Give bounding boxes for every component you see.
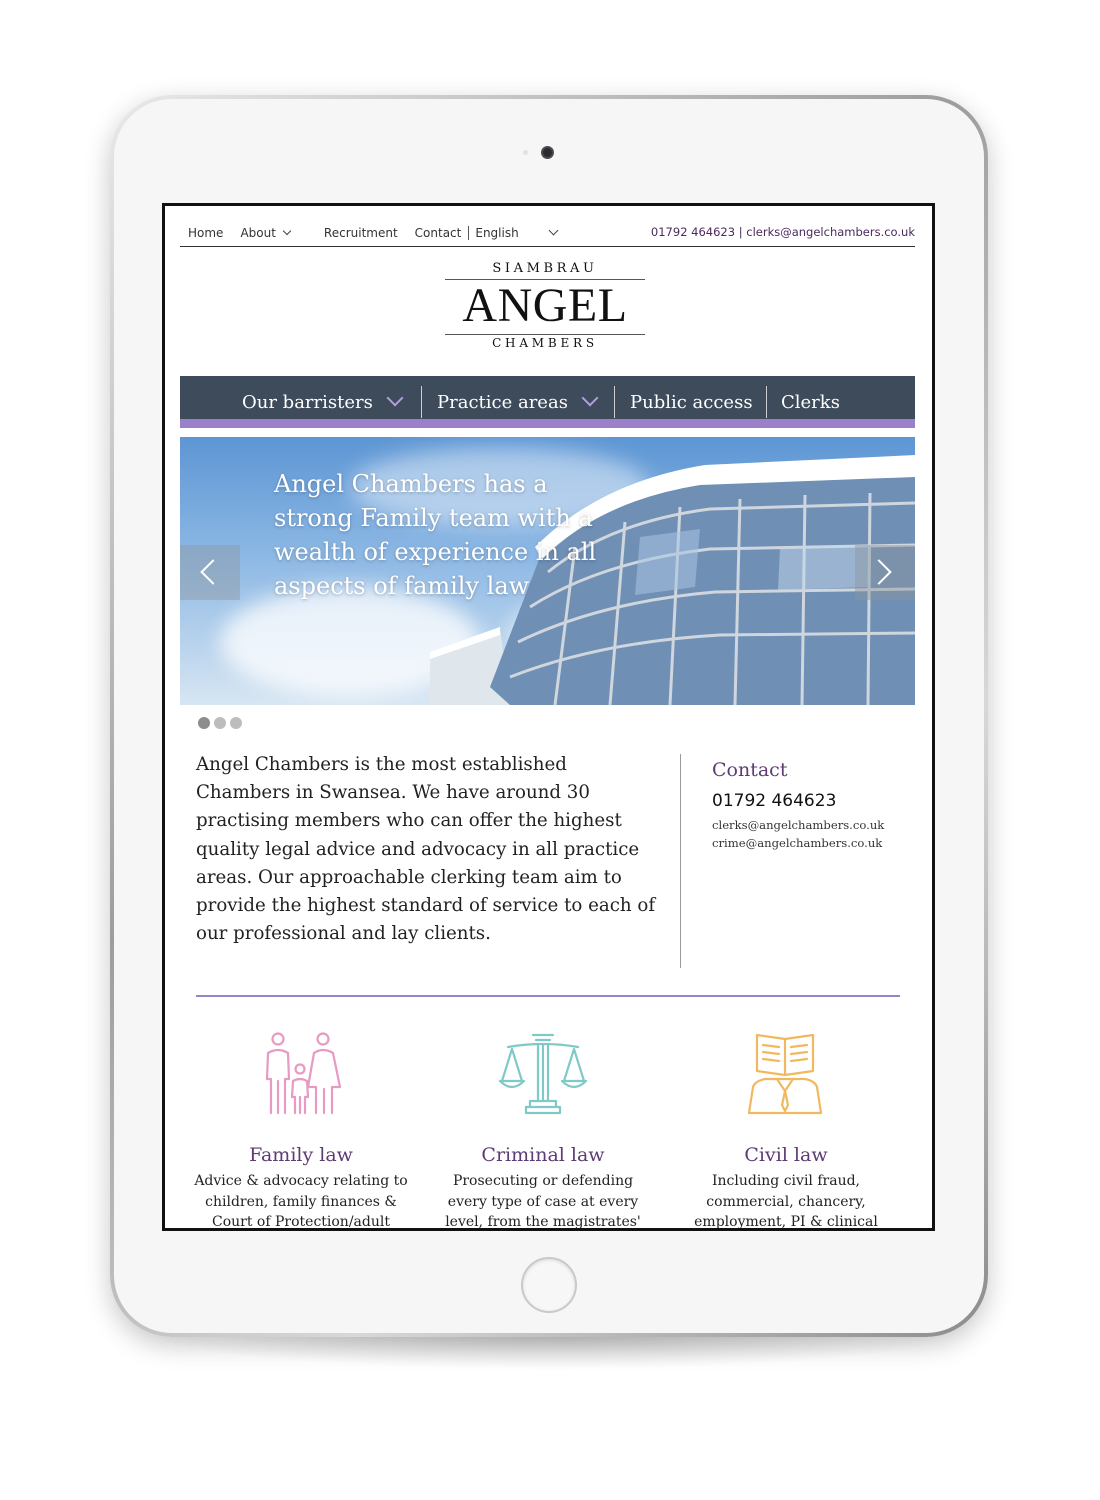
main-nav	[180, 376, 915, 428]
family-icon	[256, 1031, 346, 1116]
nav-divider	[766, 386, 767, 418]
slider-dots	[198, 717, 246, 729]
practice-area-description: Prosecuting or defending every type of case at every level, from the magistrates'	[445, 1173, 641, 1230]
practice-area-criminal[interactable]	[433, 1031, 653, 1231]
nav-divider	[421, 386, 422, 418]
slider-dot-3[interactable]	[230, 717, 242, 729]
tablet-screen	[162, 203, 935, 1231]
top-link-home[interactable]: Home	[188, 226, 224, 240]
language-separator	[468, 226, 469, 240]
intro-text: Angel Chambers is the most established Chambers in Swansea. We have around 30 practising members who can offer the highest quality legal advice and advocacy in all practice areas. Our approachable clerking team aim to provide the highest standard of service to each of our professional and lay clients.	[196, 754, 656, 945]
logo-siambrau: SIAMBRAU	[492, 261, 598, 276]
chevron-down-icon	[548, 226, 558, 236]
nav-our-barristers-label: Our barristers	[242, 391, 373, 413]
contact-email-crime[interactable]: crime@angelchambers.co.uk	[712, 836, 883, 850]
tablet-camera	[541, 146, 554, 159]
nav-practice-areas[interactable]	[437, 376, 596, 428]
practice-area-title: Civil law	[744, 1144, 828, 1166]
top-contact-separator: |	[738, 225, 743, 239]
contact-email-clerks[interactable]: clerks@angelchambers.co.uk	[712, 818, 885, 832]
building-reflection	[635, 529, 700, 595]
practice-area-description: Advice & advocacy relating to children, family finances & Court of Protection/adult	[194, 1173, 408, 1230]
column-divider	[680, 754, 681, 968]
practice-area-description: Including civil fraud, commercial, chancery, employment, PI & clinical	[694, 1173, 878, 1230]
practice-area-civil[interactable]	[676, 1031, 896, 1231]
chevron-down-icon	[581, 390, 598, 407]
nav-clerks[interactable]: Clerks	[781, 391, 840, 413]
nav-practice-areas-label: Practice areas	[437, 391, 568, 413]
top-links	[188, 226, 574, 240]
contact-box	[712, 756, 917, 852]
nav-divider	[614, 386, 615, 418]
language-select[interactable]	[475, 226, 573, 240]
chevron-down-icon	[386, 390, 403, 407]
top-phone-link[interactable]: 01792 464623	[650, 225, 736, 239]
chevron-left-icon	[200, 559, 225, 584]
chevron-down-icon	[283, 227, 291, 235]
logo-chambers: CHAMBERS	[492, 336, 598, 350]
slider-prev-button[interactable]	[180, 545, 240, 600]
nav-our-barristers[interactable]	[242, 376, 401, 428]
contact-title: Contact	[712, 759, 788, 781]
scales-icon	[498, 1031, 588, 1116]
slider-dot-2[interactable]	[214, 717, 226, 729]
slider-next-button[interactable]	[855, 545, 915, 600]
practice-area-family[interactable]	[191, 1031, 411, 1231]
tablet-home-button[interactable]	[521, 1257, 577, 1313]
hero-slider	[180, 437, 915, 705]
nav-public-access[interactable]: Public access	[630, 391, 753, 413]
language-label: English	[475, 226, 519, 240]
top-contact	[651, 225, 915, 239]
top-link-about-label: About	[240, 226, 276, 240]
hero-caption: Angel Chambers has a strong Family team with a wealth of experience in all aspects of family law	[274, 470, 597, 600]
practice-area-title: Family law	[249, 1144, 353, 1166]
top-bar	[180, 223, 915, 247]
chevron-right-icon	[866, 559, 891, 584]
section-divider	[196, 995, 900, 997]
slider-dot-1[interactable]	[198, 717, 210, 729]
top-email-link[interactable]: clerks@angelchambers.co.uk	[746, 225, 915, 239]
top-link-recruitment[interactable]: Recruitment	[323, 226, 398, 240]
top-link-about[interactable]	[240, 226, 306, 240]
book-person-icon	[741, 1031, 831, 1116]
contact-phone[interactable]: 01792 464623	[712, 791, 837, 811]
site-logo[interactable]	[445, 261, 645, 351]
top-link-contact[interactable]: Contact	[414, 226, 462, 240]
tablet-sensor	[523, 150, 528, 155]
practice-area-title: Criminal law	[481, 1144, 605, 1166]
logo-angel: ANGEL	[462, 279, 628, 332]
